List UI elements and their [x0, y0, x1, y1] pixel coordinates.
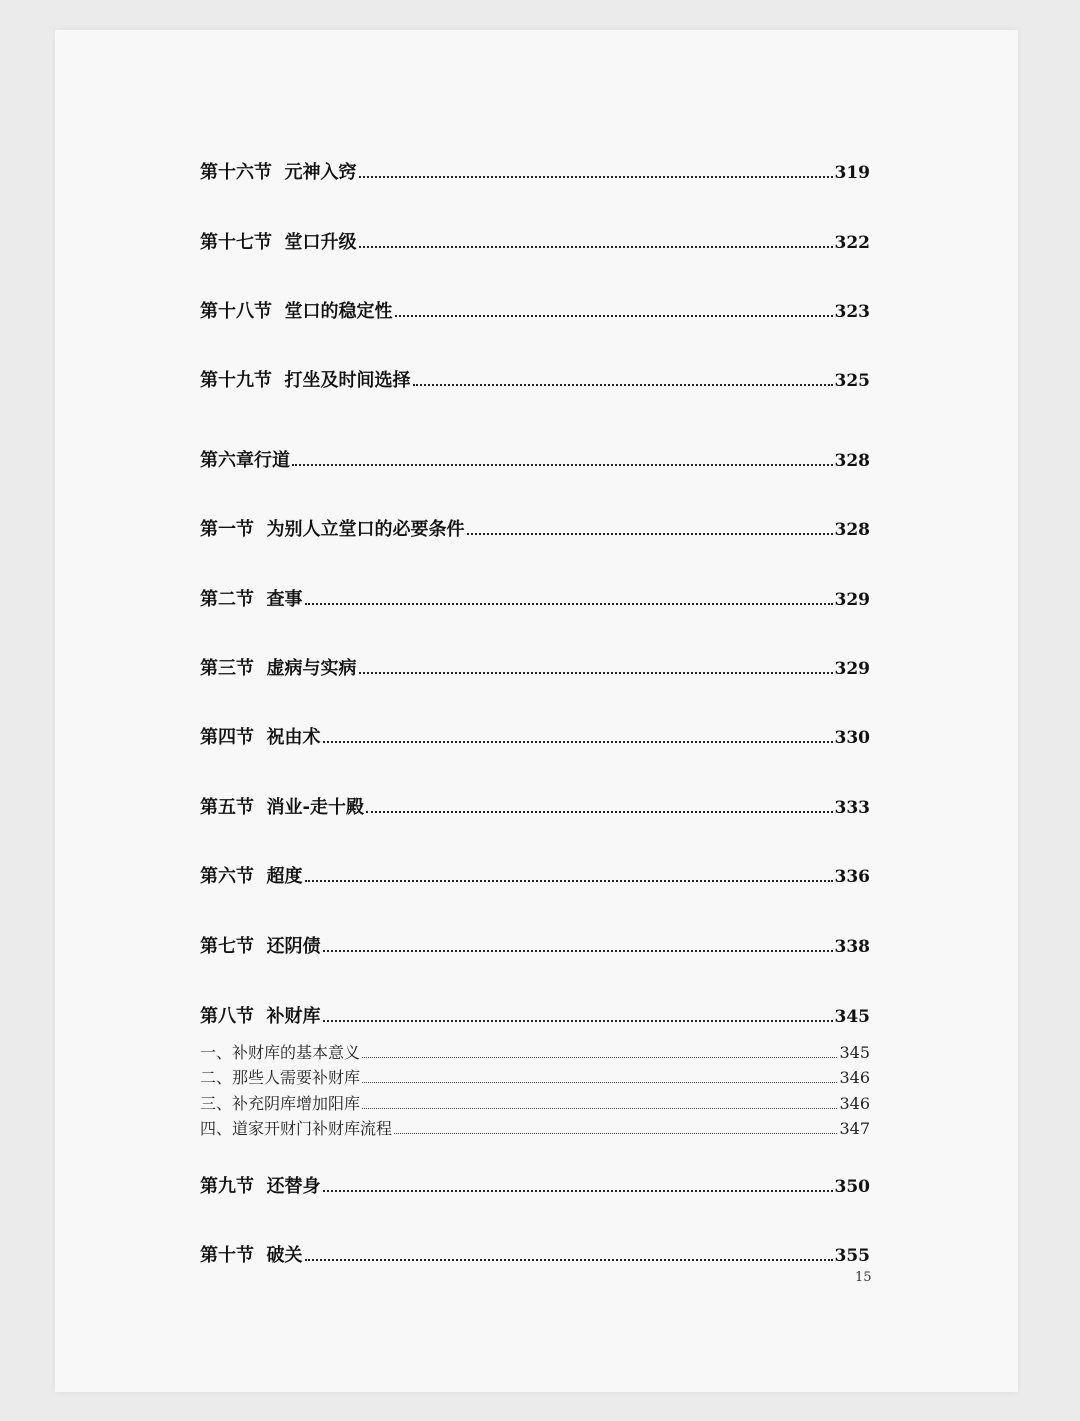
- toc-subentry[interactable]: [200, 1116, 870, 1139]
- dot-leader: [394, 1133, 837, 1134]
- toc-entry-title: 第十六节 元神入窍: [200, 162, 357, 183]
- dot-leader: [323, 950, 833, 952]
- dot-leader: [467, 533, 833, 535]
- toc-entry-title: 第九节 还替身: [200, 1176, 321, 1197]
- toc-entry[interactable]: [200, 585, 870, 611]
- toc-entry-title: 一、补财库的基本意义: [200, 1043, 361, 1062]
- dot-leader: [395, 315, 833, 317]
- toc-entry-page: 346: [839, 1094, 870, 1113]
- toc-entry-title: 第六节 超度: [200, 866, 303, 887]
- dot-leader: [305, 880, 833, 882]
- dot-leader: [362, 1082, 837, 1083]
- toc-entry[interactable]: [200, 1172, 870, 1198]
- toc-entry-title: 四、道家开财门补财库流程: [200, 1119, 393, 1138]
- toc-entry-title: 第十九节 打坐及时间选择: [200, 370, 411, 391]
- toc-entry-title: 第八节 补财库: [200, 1006, 321, 1027]
- toc-entry-page: 323: [834, 302, 870, 322]
- dot-leader: [323, 1020, 833, 1022]
- toc-entry-page: 345: [839, 1043, 870, 1062]
- toc-entry-title: 第三节 虚病与实病: [200, 658, 357, 679]
- dot-leader: [362, 1057, 837, 1058]
- toc-subentry[interactable]: [200, 1065, 870, 1088]
- dot-leader: [323, 1190, 833, 1192]
- toc-entry-page: 319: [834, 163, 870, 183]
- toc-entry-page: 328: [834, 520, 870, 540]
- dot-leader: [359, 672, 833, 674]
- toc-entry[interactable]: [200, 228, 870, 254]
- toc-entry-page: 328: [834, 451, 870, 471]
- toc-entry[interactable]: [200, 723, 870, 749]
- toc-entry[interactable]: [200, 862, 870, 888]
- toc-subentry[interactable]: [200, 1040, 870, 1063]
- toc-entry-page: 333: [834, 798, 870, 818]
- toc-entry-page: 330: [834, 728, 870, 748]
- toc-entry-title: 第十七节 堂口升级: [200, 232, 357, 253]
- toc-entry-title: 第七节 还阴债: [200, 936, 321, 957]
- dot-leader: [292, 464, 833, 466]
- dot-leader: [305, 603, 833, 605]
- dot-leader: [359, 246, 833, 248]
- dot-leader: [305, 1259, 833, 1261]
- toc-entry-chapter[interactable]: [200, 446, 870, 472]
- toc-entry-title: 第十节 破关: [200, 1245, 303, 1266]
- toc-entry[interactable]: [200, 932, 870, 958]
- toc-entry-title: 二、那些人需要补财库: [200, 1068, 361, 1087]
- toc-subentry[interactable]: [200, 1091, 870, 1114]
- toc-entry-title: 第十八节 堂口的稳定性: [200, 301, 393, 322]
- toc-entry-page: 346: [839, 1068, 870, 1087]
- toc-entry[interactable]: [200, 1002, 870, 1028]
- toc-entry[interactable]: [200, 793, 870, 819]
- dot-leader: [366, 811, 832, 813]
- toc-entry-page: 338: [834, 937, 870, 957]
- toc-entry-page: 325: [834, 371, 870, 391]
- toc-entry-page: 322: [834, 233, 870, 253]
- toc-entry-title: 第二节 查事: [200, 589, 303, 610]
- toc-entry-title: 第一节 为别人立堂口的必要条件: [200, 519, 465, 540]
- page-number: 15: [855, 1270, 872, 1285]
- toc-entry-page: 345: [834, 1007, 870, 1027]
- toc-entry[interactable]: [200, 297, 870, 323]
- toc-entry-page: 347: [839, 1119, 870, 1138]
- dot-leader: [413, 384, 833, 386]
- toc-entry[interactable]: [200, 654, 870, 680]
- toc-entry[interactable]: [200, 366, 870, 392]
- toc-entry-page: 355: [834, 1246, 870, 1266]
- dot-leader: [359, 176, 833, 178]
- toc-entry[interactable]: [200, 158, 870, 184]
- dot-leader: [323, 741, 833, 743]
- toc-entry-title: 三、补充阴库增加阳库: [200, 1094, 361, 1113]
- toc-entry-page: 329: [834, 590, 870, 610]
- toc-entry-title: 第六章行道: [200, 450, 290, 471]
- dot-leader: [362, 1108, 837, 1109]
- toc-entry-page: 329: [834, 659, 870, 679]
- toc-entry[interactable]: [200, 515, 870, 541]
- toc-entry-title: 第四节 祝由术: [200, 727, 321, 748]
- toc-entry[interactable]: [200, 1241, 870, 1267]
- toc-entry-title: 第五节 消业-走十殿: [200, 797, 365, 818]
- toc-entry-page: 350: [834, 1177, 870, 1197]
- toc-entry-page: 336: [834, 867, 870, 887]
